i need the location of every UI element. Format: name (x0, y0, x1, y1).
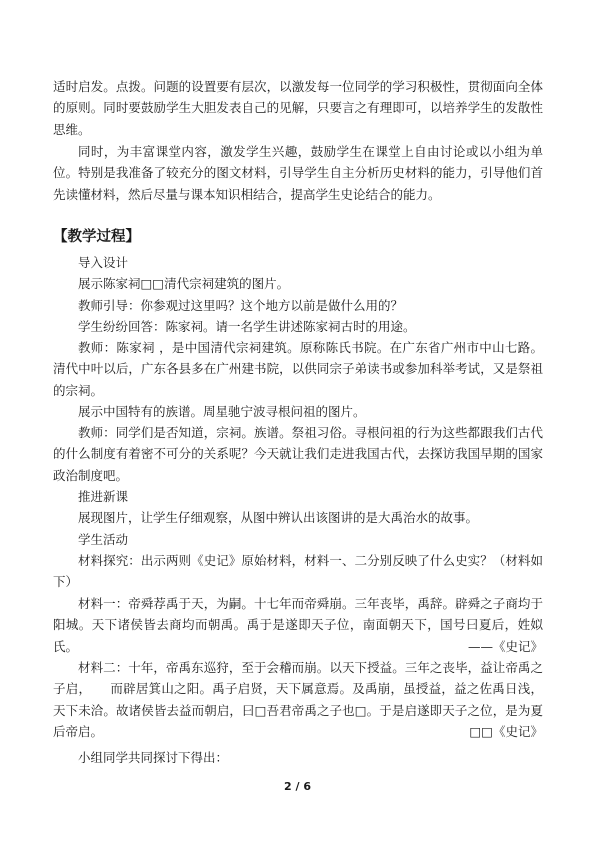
teacher-explain: 教师：陈家祠 ，是中国清代宗祠建筑。原称陈氏书院。在广东省广州市中山七路。清代中叶以后，广东各县多在广州建书院，以供同宗子弟读书或参加科举考试，又是祭祖的宗祠。 (53, 340, 543, 398)
teacher-guide: 教师引导：你参观过这里吗？这个地方以前是做什么用的？ (78, 298, 404, 313)
new-lesson-label: 推进新课 (78, 489, 129, 504)
page-number: 2 / 6 (284, 780, 311, 793)
student-answer: 学生纷纷回答：陈家祠。请一名学生讲述陈家祠古时的用途。 (78, 319, 416, 334)
section-heading: 【教学过程】 (53, 229, 140, 245)
intro-paragraph-1: 适时启发。点拨。问题的设置要有层次，以激发每一位同学的学习积极性，贯彻面向全体的原则。同时要鼓励学生大胆发表自己的见解，只要言之有理即可，以培养学生的发散性思维。 (53, 79, 543, 137)
material-two: 材料二：十年，帝禹东巡狩，至于会稽而崩。以天下授益。三年之丧毕，益让帝禹之子启， 而辟居箕山之阳。禹子启贤，天下属意焉。及禹崩，虽授益，益之佐禹日浅，天下未洽。故诸侯皆去益而朝启，曰□吾君帝禹之子也□。于是启遂即天子之位，是为夏后帝启。 (53, 660, 543, 739)
material-one-source: ——《史记》 (467, 639, 543, 654)
teacher-question: 教师：同学们是否知道，宗祠。族谱。祭祖习俗。寻根问祖的行为这些都跟我们古代的什么制度有着密不可分的关系呢？今天就让我们走进我国古代，去探访我国早期的国家政治制度吧。 (53, 425, 543, 483)
show-ancestral-hall: 展示陈家祠□□清代宗祠建筑的图片。 (78, 276, 290, 291)
material-explore: 材料探究：出示两则《史记》原始材料，材料一、二分别反映了什么史实？（材料如下） (53, 553, 543, 590)
show-genealogy: 展示中国特有的族谱。周星驰宁波寻根问祖的图片。 (78, 404, 366, 419)
material-one: 材料一：帝舜荐禹于天，为嗣。十七年而帝舜崩。三年丧毕，禹辞。辟舜之子商均于阳城。天下诸侯皆去商均而朝禹。禹于是遂即天子位，南面朝天下，国号曰夏后，姓姒氏。 (53, 596, 543, 654)
material-two-source: □□《史记》 (469, 724, 543, 739)
group-discussion: 小组同学共同探讨下得出： (78, 750, 229, 765)
student-activity-label: 学生活动 (78, 532, 129, 547)
show-flood-control-picture: 展现图片，让学生仔细观察，从图中辨认出该图讲的是大禹治水的故事。 (78, 510, 479, 525)
import-design-label: 导入设计 (78, 255, 129, 270)
intro-paragraph-2: 同时，为丰富课堂内容，激发学生兴趣，鼓励学生在课堂上自由讨论或以小组为单位。特别是我准备了较充分的图文材料，引导学生自主分析历史材料的能力，引导他们首先读懂材料，然后尽量与课本知识相结合，提高学生史论结合的能力。 (53, 144, 543, 202)
